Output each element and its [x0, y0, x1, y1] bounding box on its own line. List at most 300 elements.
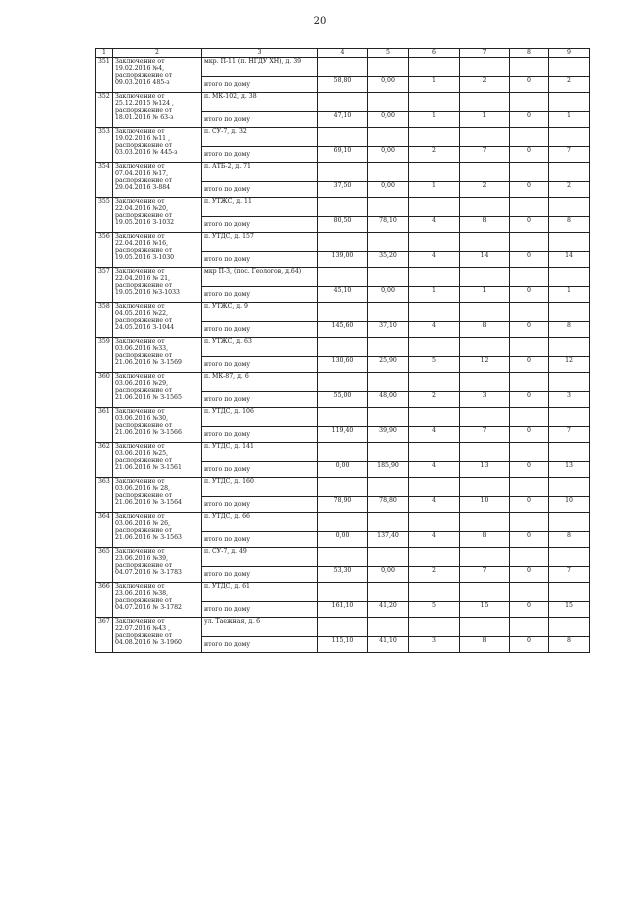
empty-cell [510, 338, 549, 357]
empty-cell [368, 128, 409, 147]
document-reference: Заключение от 03.06.2016 №30, распоряжение от 21.06.2016 № З-1566 [113, 408, 202, 443]
value-col-5: 0,00 [368, 567, 409, 583]
value-col-6: 4 [409, 462, 460, 478]
empty-cell [510, 618, 549, 637]
empty-cell [460, 478, 510, 497]
empty-cell [368, 163, 409, 182]
value-col-9: 2 [549, 182, 590, 198]
value-col-8: 0 [510, 217, 549, 233]
value-col-7: 2 [460, 182, 510, 198]
value-col-6: 1 [409, 77, 460, 93]
value-col-7: 8 [460, 532, 510, 548]
empty-cell [318, 128, 368, 147]
empty-cell [409, 58, 460, 77]
empty-cell [409, 443, 460, 462]
empty-cell [409, 548, 460, 567]
total-label: итого по дому [202, 147, 318, 163]
total-label: итого по дому [202, 287, 318, 303]
empty-cell [368, 513, 409, 532]
empty-cell [510, 233, 549, 252]
value-col-8: 0 [510, 252, 549, 268]
empty-cell [460, 268, 510, 287]
value-col-8: 0 [510, 462, 549, 478]
empty-cell [549, 128, 590, 147]
empty-cell [460, 583, 510, 602]
value-col-5: 48,00 [368, 392, 409, 408]
house-address: п. УТЖС, д. 9 [202, 303, 318, 322]
value-col-4: 115,10 [318, 637, 368, 653]
value-col-7: 8 [460, 637, 510, 653]
total-label: итого по дому [202, 602, 318, 618]
value-col-9: 2 [549, 77, 590, 93]
empty-cell [318, 408, 368, 427]
empty-cell [510, 443, 549, 462]
row-number: 359 [96, 338, 113, 373]
row-number: 351 [96, 58, 113, 93]
empty-cell [549, 618, 590, 637]
table-row [96, 478, 590, 497]
house-address: п. МК-87, д. 6 [202, 373, 318, 392]
house-address: ул. Таежная, д. 6 [202, 618, 318, 637]
value-col-8: 0 [510, 182, 549, 198]
empty-cell [368, 268, 409, 287]
empty-cell [318, 303, 368, 322]
value-col-7: 8 [460, 217, 510, 233]
empty-cell [368, 478, 409, 497]
value-col-8: 0 [510, 567, 549, 583]
empty-cell [409, 93, 460, 112]
empty-cell [510, 93, 549, 112]
row-number: 366 [96, 583, 113, 618]
value-col-4: 119,40 [318, 427, 368, 443]
value-col-7: 14 [460, 252, 510, 268]
value-col-7: 10 [460, 497, 510, 513]
value-col-5: 0,00 [368, 77, 409, 93]
value-col-5: 39,90 [368, 427, 409, 443]
row-number: 365 [96, 548, 113, 583]
value-col-9: 12 [549, 357, 590, 373]
empty-cell [318, 513, 368, 532]
value-col-9: 14 [549, 252, 590, 268]
empty-cell [409, 478, 460, 497]
empty-cell [409, 513, 460, 532]
value-col-8: 0 [510, 392, 549, 408]
house-address: п. МК-102, д. 38 [202, 93, 318, 112]
house-address: п. УТДС, д. 61 [202, 583, 318, 602]
housing-register-table [95, 48, 590, 653]
house-address: п. УТЖС, д. 11 [202, 198, 318, 217]
house-address: п. УТДС, д. 160 [202, 478, 318, 497]
empty-cell [549, 268, 590, 287]
value-col-9: 8 [549, 217, 590, 233]
column-header-6: 6 [409, 49, 460, 58]
document-reference: Заключение от 23.06.2016 №39, распоряжение от 04.07.2016 № 3-1783 [113, 548, 202, 583]
empty-cell [368, 338, 409, 357]
document-reference: Заключение от 03.06.2016 №33, распоряжение от 21.06.2016 № 3-1569 [113, 338, 202, 373]
row-number: 357 [96, 268, 113, 303]
column-header-3: 3 [202, 49, 318, 58]
empty-cell [318, 93, 368, 112]
value-col-5: 0,00 [368, 287, 409, 303]
empty-cell [368, 93, 409, 112]
row-number: 364 [96, 513, 113, 548]
empty-cell [409, 583, 460, 602]
empty-cell [460, 338, 510, 357]
value-col-6: 5 [409, 357, 460, 373]
empty-cell [409, 163, 460, 182]
value-col-9: 8 [549, 322, 590, 338]
value-col-6: 2 [409, 392, 460, 408]
empty-cell [460, 198, 510, 217]
empty-cell [318, 373, 368, 392]
column-header-1: 1 [96, 49, 113, 58]
value-col-6: 4 [409, 217, 460, 233]
value-col-6: 1 [409, 287, 460, 303]
value-col-4: 45,10 [318, 287, 368, 303]
value-col-6: 4 [409, 532, 460, 548]
value-col-5: 78,10 [368, 217, 409, 233]
empty-cell [409, 128, 460, 147]
empty-cell [460, 408, 510, 427]
empty-cell [549, 443, 590, 462]
column-header-2: 2 [113, 49, 202, 58]
table-row [96, 268, 590, 287]
total-label: итого по дому [202, 322, 318, 338]
value-col-5: 41,10 [368, 637, 409, 653]
empty-cell [549, 513, 590, 532]
document-reference: Заключение от 22.04.2016 №16, распоряжение от 19.05.2016 З-1030 [113, 233, 202, 268]
table-row [96, 548, 590, 567]
value-col-6: 4 [409, 322, 460, 338]
empty-cell [368, 443, 409, 462]
value-col-5: 185,90 [368, 462, 409, 478]
value-col-8: 0 [510, 147, 549, 163]
document-reference: Заключение от 03.06.2016 № 28, распоряжение от 21.06.2016 № 3-1564 [113, 478, 202, 513]
row-number: 352 [96, 93, 113, 128]
empty-cell [409, 198, 460, 217]
empty-cell [409, 373, 460, 392]
document-reference: Заключение от 03.06.2016 №29, распоряжение от 21.06.2016 № З-1565 [113, 373, 202, 408]
empty-cell [460, 513, 510, 532]
empty-cell [409, 618, 460, 637]
table-row [96, 373, 590, 392]
value-col-4: 0,00 [318, 462, 368, 478]
empty-cell [510, 198, 549, 217]
value-col-9: 13 [549, 462, 590, 478]
empty-cell [510, 128, 549, 147]
value-col-7: 15 [460, 602, 510, 618]
row-number: 362 [96, 443, 113, 478]
empty-cell [460, 128, 510, 147]
value-col-9: 1 [549, 287, 590, 303]
row-number: 360 [96, 373, 113, 408]
total-label: итого по дому [202, 252, 318, 268]
total-label: итого по дому [202, 497, 318, 513]
table-row [96, 618, 590, 637]
value-col-4: 145,60 [318, 322, 368, 338]
empty-cell [460, 58, 510, 77]
house-address: п. СУ-7, д. 32 [202, 128, 318, 147]
value-col-9: 7 [549, 427, 590, 443]
document-reference: Заключение от 07.04.2016 №17, распоряжение от 29.04.2016 З-884 [113, 163, 202, 198]
value-col-6: 4 [409, 497, 460, 513]
empty-cell [318, 478, 368, 497]
empty-cell [368, 233, 409, 252]
value-col-6: 2 [409, 147, 460, 163]
empty-cell [510, 513, 549, 532]
value-col-6: 2 [409, 567, 460, 583]
empty-cell [409, 268, 460, 287]
value-col-8: 0 [510, 637, 549, 653]
empty-cell [460, 443, 510, 462]
empty-cell [549, 198, 590, 217]
table-row [96, 583, 590, 602]
value-col-6: 5 [409, 602, 460, 618]
empty-cell [510, 408, 549, 427]
row-number: 363 [96, 478, 113, 513]
value-col-5: 41,20 [368, 602, 409, 618]
value-col-6: 1 [409, 112, 460, 128]
column-header-5: 5 [368, 49, 409, 58]
value-col-4: 130,60 [318, 357, 368, 373]
document-reference: Заключение от 04.05.2016 №22, распоряжение от 24.05.2016 З-1044 [113, 303, 202, 338]
empty-cell [510, 268, 549, 287]
house-address: п. СУ-7, д. 49 [202, 548, 318, 567]
value-col-7: 7 [460, 427, 510, 443]
table-row [96, 233, 590, 252]
value-col-5: 0,00 [368, 182, 409, 198]
value-col-7: 1 [460, 112, 510, 128]
value-col-7: 1 [460, 287, 510, 303]
value-col-7: 13 [460, 462, 510, 478]
value-col-4: 58,80 [318, 77, 368, 93]
empty-cell [510, 303, 549, 322]
empty-cell [318, 163, 368, 182]
document-reference: Заключение от 03.06.2016 №25, распоряжение от 21.06.2016 № З-1561 [113, 443, 202, 478]
value-col-4: 47,10 [318, 112, 368, 128]
house-address: мкр. П-11 (п. НГДУ ХН), д. 39 [202, 58, 318, 77]
value-col-4: 37,50 [318, 182, 368, 198]
empty-cell [549, 548, 590, 567]
value-col-4: 53,30 [318, 567, 368, 583]
value-col-8: 0 [510, 497, 549, 513]
table-row [96, 58, 590, 77]
value-col-9: 1 [549, 112, 590, 128]
page-number: 20 [313, 16, 327, 27]
empty-cell [409, 338, 460, 357]
house-address: п. УТДС, д. 157 [202, 233, 318, 252]
empty-cell [368, 618, 409, 637]
value-col-9: 3 [549, 392, 590, 408]
value-col-5: 0,00 [368, 147, 409, 163]
row-number: 356 [96, 233, 113, 268]
value-col-7: 3 [460, 392, 510, 408]
document-reference: Заключение от 22.04.2016 №20, распоряжение от 19.05.2016 З-1032 [113, 198, 202, 233]
value-col-5: 37,10 [368, 322, 409, 338]
value-col-5: 0,00 [368, 112, 409, 128]
empty-cell [318, 268, 368, 287]
value-col-6: 3 [409, 637, 460, 653]
value-col-5: 78,80 [368, 497, 409, 513]
page-bottom-margin [0, 742, 640, 905]
house-address: п. УТДС, д. 141 [202, 443, 318, 462]
house-address: мкр П-3, (пос. Геологов, д.64) [202, 268, 318, 287]
value-col-8: 0 [510, 112, 549, 128]
empty-cell [368, 58, 409, 77]
empty-cell [368, 373, 409, 392]
value-col-4: 139,00 [318, 252, 368, 268]
empty-cell [460, 233, 510, 252]
column-header-8: 8 [510, 49, 549, 58]
total-label: итого по дому [202, 392, 318, 408]
table-row [96, 198, 590, 217]
row-number: 367 [96, 618, 113, 653]
empty-cell [460, 373, 510, 392]
value-col-9: 15 [549, 602, 590, 618]
empty-cell [368, 198, 409, 217]
value-col-9: 7 [549, 147, 590, 163]
empty-cell [318, 198, 368, 217]
empty-cell [368, 303, 409, 322]
house-address: п. УТДС, д. 66 [202, 513, 318, 532]
value-col-6: 1 [409, 182, 460, 198]
table-row [96, 303, 590, 322]
document-reference: Заключение от 22.04.2016 № 21, распоряжение от 19.05.2016 №З-1033 [113, 268, 202, 303]
empty-cell [549, 338, 590, 357]
empty-cell [549, 93, 590, 112]
row-number: 354 [96, 163, 113, 198]
house-address: п. АТБ-2, д. 71 [202, 163, 318, 182]
document-reference: Заключение от 22.07.2016 №43 , распоряжение от 04.08.2016 № 3-1960 [113, 618, 202, 653]
value-col-8: 0 [510, 602, 549, 618]
empty-cell [368, 583, 409, 602]
empty-cell [510, 583, 549, 602]
total-label: итого по дому [202, 182, 318, 198]
house-address: п. УТЖС, д. 63 [202, 338, 318, 357]
empty-cell [460, 618, 510, 637]
column-header-9: 9 [549, 49, 590, 58]
value-col-4: 0,00 [318, 532, 368, 548]
total-label: итого по дому [202, 567, 318, 583]
empty-cell [409, 303, 460, 322]
empty-cell [318, 618, 368, 637]
document-reference: Заключение от 19.02.2016 №4, распоряжение от 09.03.2016 485-з [113, 58, 202, 93]
value-col-8: 0 [510, 357, 549, 373]
empty-cell [549, 373, 590, 392]
empty-cell [460, 303, 510, 322]
table-row [96, 513, 590, 532]
table-row [96, 93, 590, 112]
column-header-7: 7 [460, 49, 510, 58]
empty-cell [318, 338, 368, 357]
value-col-7: 7 [460, 567, 510, 583]
value-col-6: 4 [409, 252, 460, 268]
value-col-8: 0 [510, 532, 549, 548]
table-row [96, 443, 590, 462]
value-col-8: 0 [510, 77, 549, 93]
empty-cell [409, 408, 460, 427]
total-label: итого по дому [202, 637, 318, 653]
total-label: итого по дому [202, 357, 318, 373]
value-col-7: 2 [460, 77, 510, 93]
value-col-9: 8 [549, 532, 590, 548]
table-row [96, 408, 590, 427]
total-label: итого по дому [202, 427, 318, 443]
value-col-4: 55,00 [318, 392, 368, 408]
value-col-5: 25,90 [368, 357, 409, 373]
table-row [96, 128, 590, 147]
value-col-6: 4 [409, 427, 460, 443]
value-col-8: 0 [510, 427, 549, 443]
column-header-4: 4 [318, 49, 368, 58]
table-row [96, 338, 590, 357]
table-row [96, 163, 590, 182]
value-col-8: 0 [510, 322, 549, 338]
total-label: итого по дому [202, 112, 318, 128]
value-col-4: 161,10 [318, 602, 368, 618]
document-reference: Заключение от 23.06.2016 №38, распоряжение от 04.07.2016 № 3-1782 [113, 583, 202, 618]
empty-cell [510, 163, 549, 182]
document-reference: Заключение от 03.06.2016 № 26, распоряжение от 21.06.2016 № 3-1563 [113, 513, 202, 548]
row-number: 355 [96, 198, 113, 233]
empty-cell [318, 58, 368, 77]
empty-cell [510, 373, 549, 392]
total-label: итого по дому [202, 77, 318, 93]
house-address: п. УТДС, д. 106 [202, 408, 318, 427]
value-col-4: 78,90 [318, 497, 368, 513]
value-col-9: 10 [549, 497, 590, 513]
empty-cell [460, 548, 510, 567]
document-reference: Заключение от 19.02.2016 №11 , распоряжение от 03.03.2016 № 445-з [113, 128, 202, 163]
total-label: итого по дому [202, 462, 318, 478]
value-col-5: 35,20 [368, 252, 409, 268]
empty-cell [318, 233, 368, 252]
value-col-7: 7 [460, 147, 510, 163]
value-col-4: 80,50 [318, 217, 368, 233]
row-number: 358 [96, 303, 113, 338]
empty-cell [549, 478, 590, 497]
column-number-row [96, 49, 590, 58]
row-number: 361 [96, 408, 113, 443]
empty-cell [549, 163, 590, 182]
total-label: итого по дому [202, 217, 318, 233]
value-col-8: 0 [510, 287, 549, 303]
total-label: итого по дому [202, 532, 318, 548]
empty-cell [549, 58, 590, 77]
value-col-9: 8 [549, 637, 590, 653]
empty-cell [549, 408, 590, 427]
empty-cell [368, 408, 409, 427]
empty-cell [318, 583, 368, 602]
empty-cell [549, 583, 590, 602]
empty-cell [460, 163, 510, 182]
value-col-9: 7 [549, 567, 590, 583]
empty-cell [510, 548, 549, 567]
empty-cell [318, 548, 368, 567]
empty-cell [460, 93, 510, 112]
empty-cell [549, 233, 590, 252]
table-body [96, 58, 590, 653]
empty-cell [510, 478, 549, 497]
value-col-5: 137,40 [368, 532, 409, 548]
value-col-7: 12 [460, 357, 510, 373]
row-number: 353 [96, 128, 113, 163]
value-col-7: 8 [460, 322, 510, 338]
value-col-4: 69,10 [318, 147, 368, 163]
empty-cell [549, 303, 590, 322]
empty-cell [318, 443, 368, 462]
empty-cell [409, 233, 460, 252]
